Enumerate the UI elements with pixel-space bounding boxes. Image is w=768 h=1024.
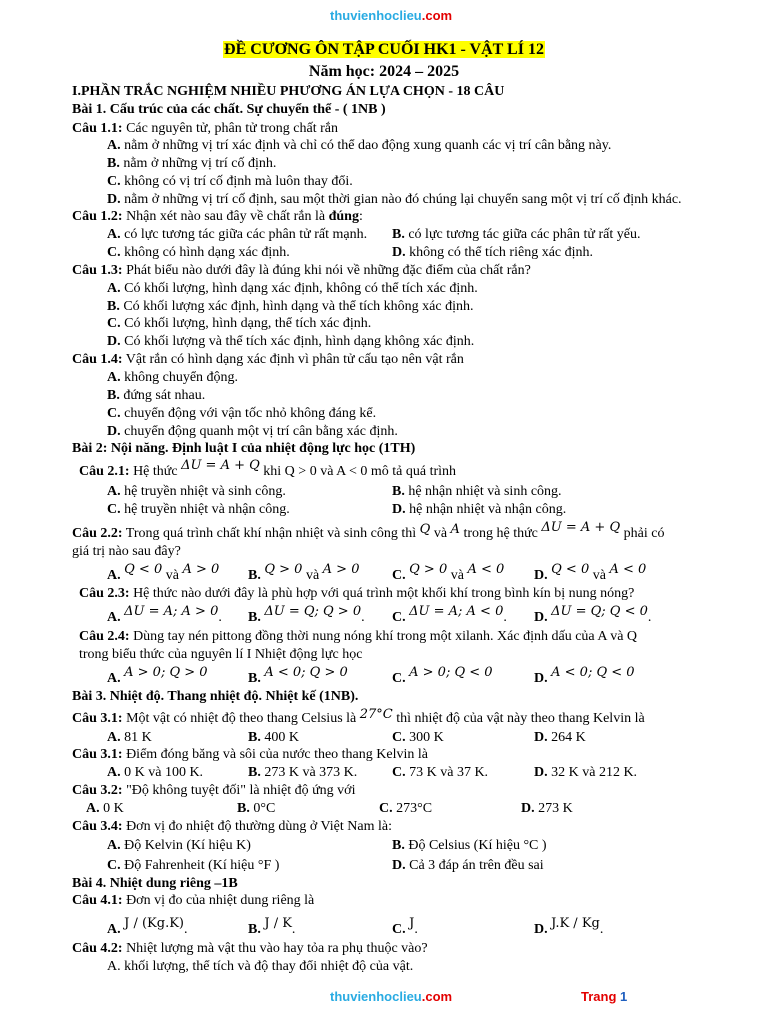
question: Câu 1.2: Nhận xét nào sau đây về chất rắn là đúng: — [72, 209, 363, 224]
question: Câu 2.4: Dùng tay nén pittong đồng thời nung nóng khí trong một xilanh. Xác định dấu của A và Q — [79, 629, 638, 644]
question-cont: giá trị nào sau đây? — [72, 544, 181, 559]
option: C. 300 K — [392, 730, 444, 745]
option: B. hệ nhận nhiệt và sinh công. — [392, 484, 562, 499]
question: Câu 3.2: "Độ không tuyệt đối" là nhiệt độ ứng với — [72, 783, 356, 798]
option: C. 73 K và 37 K. — [392, 765, 489, 780]
question: Câu 4.2: Nhiệt lượng mà vật thu vào hay tỏa ra phụ thuộc vào? — [72, 941, 428, 956]
option: D. 264 K — [534, 730, 586, 745]
site-header[interactable]: thuvienhoclieu.com — [330, 8, 453, 23]
option: B. J / K. — [248, 916, 296, 937]
question: Câu 2.3: Hệ thức nào dưới đây là phù hợp với quá trình một khối khí trong bình kín bị nung nóng? — [79, 586, 635, 601]
option: C. 273°C — [379, 801, 433, 816]
option: B. 400 K — [248, 730, 299, 745]
option: C. Độ Fahrenheit (Kí hiệu °F ) — [107, 858, 280, 873]
option: D. 273 K — [521, 801, 573, 816]
question: Câu 1.4: Vật rắn có hình dạng xác định vì phân tử cấu tạo nên vật rắn — [72, 352, 464, 367]
option: D. chuyển động quanh một vị trí cân bằng xác định. — [107, 424, 398, 439]
option: A. A > 0; Q > 0 — [107, 665, 208, 686]
option: C. chuyển động với vận tốc nhỏ không đáng kể. — [107, 406, 377, 421]
option: A. 0 K và 100 K. — [107, 765, 204, 780]
option: B. đứng sát nhau. — [107, 388, 206, 403]
option: B. 273 K và 373 K. — [248, 765, 358, 780]
question: Câu 1.3: Phát biểu nào dưới đây là đúng khi nói về những đặc điểm của chất rắn? — [72, 263, 531, 278]
option: A. 81 K — [107, 730, 152, 745]
option: A. Độ Kelvin (Kí hiệu K) — [107, 838, 251, 853]
option: D. J.K / Kg. — [534, 916, 604, 937]
lesson-heading: Bài 2: Nội năng. Định luật I của nhiệt động lực học (1TH) — [72, 441, 416, 456]
option: C. ΔU = A; A < 0. — [392, 604, 507, 625]
section-heading: I.PHẦN TRẮC NGHIỆM NHIỀU PHƯƠNG ÁN LỰA CHỌN - 18 CÂU — [72, 84, 505, 99]
option: C. A > 0; Q < 0 — [392, 665, 493, 686]
option: B. ΔU = Q; Q > 0. — [248, 604, 365, 625]
question: Câu 2.1: Hệ thức ΔU = A + Q khi Q > 0 và A < 0 mô tả quá trình — [79, 458, 457, 479]
option: D. nằm ở những vị trí cố định, sau một thời gian nào đó chúng lại chuyển sang một vị trí cố định khác. — [107, 192, 682, 207]
question: Câu 3.4: Đơn vị đo nhiệt độ thường dùng ở Việt Nam là: — [72, 819, 392, 834]
option: B. nằm ở những vị trí cố định. — [107, 156, 277, 171]
option: A. không chuyển động. — [107, 370, 239, 385]
option: C. J. — [392, 916, 418, 937]
option: A. ΔU = A; A > 0. — [107, 604, 222, 625]
option: D. Q < 0 và A < 0 — [534, 562, 647, 583]
lesson-heading: Bài 4. Nhiệt dung riêng –1B — [72, 876, 238, 891]
option: A. hệ truyền nhiệt và sinh công. — [107, 484, 286, 499]
option: A. Có khối lượng, hình dạng xác định, không có thể tích xác định. — [107, 281, 478, 296]
question: Câu 2.2: Trong quá trình chất khí nhận nhiệt và sinh công thì Q và A trong hệ thức ΔU = A + Q phải có — [72, 520, 665, 541]
option: B. 0°C — [237, 801, 276, 816]
option: D. Cả 3 đáp án trên đều sai — [392, 858, 544, 873]
lesson-heading: Bài 1. Cấu trúc của các chất. Sự chuyển thể - ( 1NB ) — [72, 102, 386, 117]
doc-title: ĐỀ CƯƠNG ÔN TẬP CUỐI HK1 - VẬT LÍ 12 — [224, 41, 544, 58]
question: Câu 1.1: Các nguyên tử, phân tử trong chất rắn — [72, 121, 338, 136]
option: A. Q < 0 và A > 0 — [107, 562, 220, 583]
question: Câu 3.1: Điểm đóng băng và sôi của nước theo thang Kelvin là — [72, 747, 428, 762]
option: C. hệ truyền nhiệt và nhận công. — [107, 502, 290, 517]
option: B. A < 0; Q > 0 — [248, 665, 348, 686]
page-number: Trang 1 — [581, 989, 628, 1004]
option: D. Có khối lượng và thể tích xác định, hình dạng không xác định. — [107, 334, 475, 349]
option: B. có lực tương tác giữa các phân tử rất yếu. — [392, 227, 641, 242]
option: D. hệ nhận nhiệt và nhận công. — [392, 502, 567, 517]
option: C. Có khối lượng, hình dạng, thể tích xác định. — [107, 316, 372, 331]
option: B. Q > 0 và A > 0 — [248, 562, 360, 583]
option: D. ΔU = Q; Q < 0. — [534, 604, 652, 625]
footer-site[interactable]: thuvienhoclieu.com — [330, 989, 453, 1004]
option: C. không có hình dạng xác định. — [107, 245, 290, 260]
question-cont: trong biểu thức của nguyên lí I Nhiệt động lực học — [79, 647, 363, 662]
option: D. 32 K và 212 K. — [534, 765, 638, 780]
option: B. Độ Celsius (Kí hiệu °C ) — [392, 838, 547, 853]
option: A. có lực tương tác giữa các phân tử rất mạnh. — [107, 227, 368, 242]
school-year: Năm học: 2024 – 2025 — [308, 63, 460, 80]
question: Câu 4.1: Đơn vị đo của nhiệt dung riêng là — [72, 893, 315, 908]
option: D. A < 0; Q < 0 — [534, 665, 635, 686]
option: A. 0 K — [86, 801, 124, 816]
option: A. khối lượng, thể tích và độ thay đổi nhiệt độ của vật. — [107, 959, 414, 974]
lesson-heading: Bài 3. Nhiệt độ. Thang nhiệt độ. Nhiệt kế (1NB). — [72, 689, 359, 704]
option: A. nằm ở những vị trí xác định và chỉ có thể dao động xung quanh các vị trí cân bằng này. — [107, 138, 612, 153]
question: Câu 3.1: Một vật có nhiệt độ theo thang Celsius là 27°C thì nhiệt độ của vật này theo thang Kelvin là — [72, 707, 645, 726]
option: D. không có thể tích riêng xác định. — [392, 245, 594, 260]
option: C. không có vị trí cố định mà luôn thay đổi. — [107, 174, 353, 189]
option: C. Q > 0 và A < 0 — [392, 562, 505, 583]
option: A. J / (Kg.K). — [107, 916, 188, 937]
option: B. Có khối lượng xác định, hình dạng và thể tích không xác định. — [107, 299, 474, 314]
